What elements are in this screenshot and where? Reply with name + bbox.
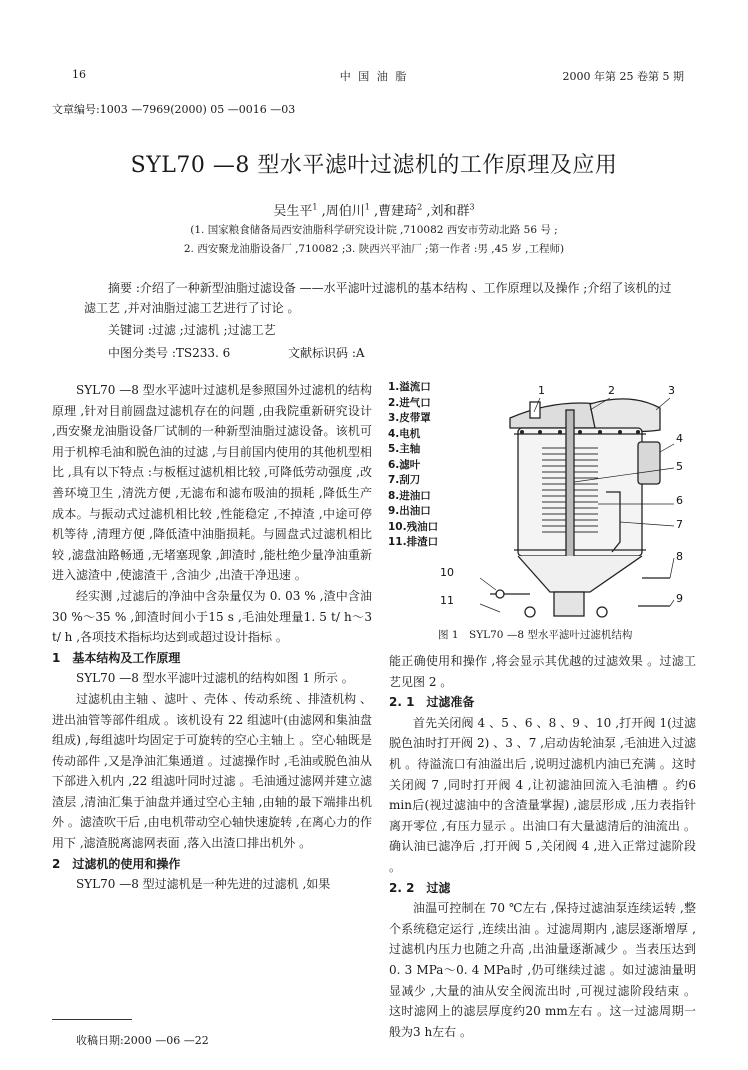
affiliation-line: (1. 国家粮食储备局西安油脂科学研究设计院 ,710082 西安市劳动北路 56 号 ; (190, 224, 558, 236)
legend-item: 7.刮刀 (388, 474, 421, 486)
paragraph: 过滤机由主轴 、滤叶 、壳体 、传动系统 、排渣机构 、进出油管等部件组成 。该机设有 22 组滤叶(由滤网和集油盘组成) ,每组滤叶均固定于可旋转的空心主轴上 。空心轴既是传动部件 ,又是净油汇集通道 。过滤操作时 ,毛油或脱色油从下部进入机内 ,22 组滤叶同时过滤 。毛油通过滤网并建立滤渣层 ,清油汇集于油盘并通过空心主轴 ,由轴的最下端排出机外 。滤渣吹干后 ,由电机带动空心轴快速旋转 ,在离心力的作用下 ,滤渣脱离滤网表面 ,落入出渣口排出机外 。 (52, 691, 372, 851)
main-shaft (566, 410, 574, 578)
clc-number: 中图分类号 :TS233. 6 (108, 346, 231, 360)
callout-4: 4 (676, 432, 683, 445)
paragraph: 油温可控制在 70 ℃左右 ,保持过滤油泵连续运转 ,整个系统稳定运行 ,连续出油 。过滤周期内 ,滤层逐渐增厚 ,过滤机内压力也随之升高 ,出油量逐渐减少 。当表压达到 0. 3 MPa～0. 4 MPa时 ,仍可继续过滤 。如过滤油量明显减少 ,大量的油从安全阀流出时 ,可视过滤阶段结束 。这时滤网上的滤层厚度约20 mm左右 。这一过滤周期一般为3 h左右 。 (389, 901, 696, 1039)
issue-info: 2000 年第 25 卷第 5 期 (562, 70, 684, 83)
document-code: 文献标识码 :A (288, 346, 365, 360)
section-heading: 2 过滤机的使用和操作 (52, 856, 181, 871)
paragraph: 能正确使用和操作 ,将会显示其优越的过滤效果 。过滤工艺见图 2 。 (389, 654, 696, 689)
right-column (389, 651, 696, 1042)
legend-item: 8.进油口 (388, 489, 431, 502)
legend-item: 6.滤叶 (388, 458, 421, 471)
article-number: 文章编号:1003 —7969(2000) 05 —0016 —03 (52, 103, 296, 116)
figure-legend (388, 380, 438, 551)
paragraph: 首先关闭阀 4 、5 、6 、8 、9 、10 ,打开阀 1(过滤脱色油时打开阀 2) 、3 、7 ,启动齿轮油泵 ,毛油进入过滤机 。待溢流口有油溢出后 ,说明过滤机内油已充满 。这时关闭阀 7 ,同时打开阀 4 ,让初滤油回流入毛油槽 。约6 min后(视过滤油中的含渣量掌握) ,滤层形成 ,压力表指针离开零位 ,有压力显示 。出油口有大量滤清后的油流出 。确认油已滤净后 ,打开阀 5 ,关闭阀 4 ,进入正常过滤阶段 。 (389, 715, 696, 874)
callout-5: 5 (676, 460, 683, 473)
callout-10: 10 (440, 566, 454, 579)
shell-body (518, 428, 642, 556)
legend-item: 10.残油口 (388, 520, 439, 533)
paragraph: SYL70 —8 型水平滤叶过滤机的结构如图 1 所示 。 (76, 671, 354, 686)
legend-item: 9.出油口 (388, 505, 431, 517)
callout-9: 9 (676, 592, 683, 605)
figure-caption: 图 1 SYL70 —8 型水平滤叶过滤机结构 (438, 629, 633, 641)
author-list: 吴生平$^1$ ,周伯川$^1$ ,曹建琦$^2$ ,刘和群$^3$ (273, 202, 475, 219)
paragraph: SYL70 —8 型过滤机是一种先进的过滤机 ,如果 (76, 877, 331, 892)
received-date: 收稿日期:2000 —06 —22 (76, 1034, 209, 1047)
author: 曹建琦$^2$ (378, 202, 423, 219)
page-number: 16 (72, 68, 86, 81)
paragraph: 经实测 ,过滤后的净油中含杂量仅为 0. 03 % ,渣中含油 30 %～35 % ,卸渣时间小于15 s ,毛油处理量1. 5 t/ h～3 t/ h ,各项技术指标均达到或超过设计指标 。 (52, 588, 372, 645)
bottom-cone (518, 556, 642, 592)
affiliation-line: 2. 西安聚龙油脂设备厂 ,710082 ;3. 陕西兴平油厂 ;第一作者 :男 ,45 岁 ,工程师) (183, 243, 565, 255)
legend-item: 4.电机 (388, 427, 421, 440)
legend-item: 2.进气口 (388, 396, 431, 409)
author: 周伯川$^1$ (325, 202, 370, 219)
article-title: SYL70 —8 型水平滤叶过滤机的工作原理及应用 (130, 153, 618, 178)
paragraph: SYL70 —8 型水平滤叶过滤机是参照国外过滤机的结构原理 ,针对目前圆盘过滤机存在的问题 ,由我院重新研究设计 ,西安聚龙油脂设备厂试制的一种新型油脂过滤设备。该机可用于机榨毛油和脱色油的过滤 ,与目前国内使用的其他机型相比 ,具有以下特点 :与板框过滤机相比较 ,可降低劳动强度 ,改善环境卫生 ,清洗方便 ,无滤布和滤布吸油的损耗 ,降低生产成本。与振动式过滤机相比较 ,性能稳定 ,不掉渣 ,中途可停机等待 ,清理方便 ,降低渣中油脂损耗。与圆盘式过滤机相比较 ,滤盘油路畅通 ,无堵塞现象 ,卸渣时 ,能杜绝少量净油重新进入滤渣中 ,使滤渣干 ,含油少 ,出渣干净迅速 。 (52, 383, 372, 583)
motor (638, 442, 660, 484)
callout-2: 2 (608, 384, 615, 397)
callout-11: 11 (440, 594, 454, 607)
section-heading: 2. 2 过滤 (389, 880, 451, 895)
callout-8: 8 (676, 550, 683, 563)
legend-item: 1.溢流口 (388, 381, 431, 393)
abstract: 摘要 :介绍了一种新型油脂过滤设备 ——水平滤叶过滤机的基本结构 、工作原理以及操作 ;介绍了该机的过滤工艺 ,并对油脂过滤工艺进行了讨论 。 (84, 281, 672, 315)
section-heading: 1 基本结构及工作原理 (52, 650, 181, 665)
legend-item: 3.皮带罩 (388, 412, 431, 424)
filter-machine-diagram (440, 382, 700, 626)
discharge-outlet (554, 592, 584, 616)
keywords: 关键词 :过滤 ;过滤机 ;过滤工艺 (108, 323, 276, 337)
journal-name: 中 国 油 脂 (339, 70, 409, 83)
left-column (52, 380, 372, 895)
legend-item: 5.主轴 (388, 443, 421, 455)
section-heading: 2. 1 过滤准备 (389, 695, 475, 710)
legend-item: 11.排渣口 (388, 536, 439, 548)
callout-3: 3 (668, 384, 675, 397)
author: 刘和群$^3$ (430, 202, 475, 219)
author: 吴生平$^1$ (273, 202, 318, 219)
callout-7: 7 (676, 518, 683, 531)
footnote-rule (52, 1019, 132, 1020)
callout-1: 1 (538, 384, 545, 397)
callout-6: 6 (676, 494, 683, 507)
